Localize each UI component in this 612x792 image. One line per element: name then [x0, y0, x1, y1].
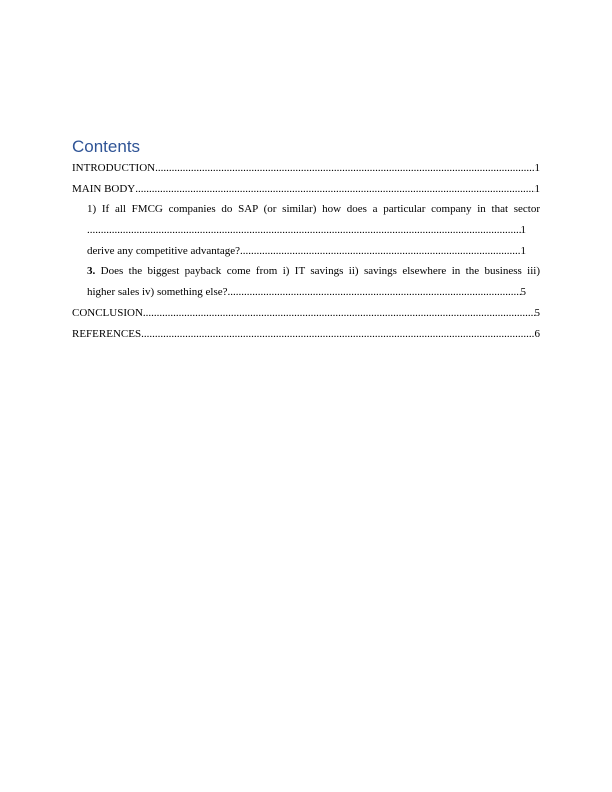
toc-entry-page: 5	[534, 306, 540, 319]
toc-entry-conclusion[interactable]	[72, 303, 540, 324]
toc-entry-question-1-line-1[interactable]	[72, 199, 540, 220]
toc-heading: Contents	[72, 137, 141, 156]
toc-leader-dots	[87, 220, 521, 241]
toc-leader-dots	[135, 179, 534, 200]
toc-entry-number: 3.	[87, 265, 96, 278]
toc-entry-label: INTRODUCTION	[72, 162, 156, 174]
toc-leader-dots	[240, 241, 520, 262]
toc-entry-label: higher sales iv) something else?	[87, 286, 228, 299]
toc-entry-label: CONCLUSION	[72, 306, 143, 319]
toc-entry-page: 5	[520, 286, 526, 299]
toc-entry-main-body[interactable]	[72, 179, 540, 200]
toc-entry-page: 1	[534, 162, 540, 174]
toc-leader-dots	[228, 282, 521, 303]
toc-entry-label: MAIN BODY	[72, 182, 136, 195]
toc-entry-references[interactable]	[72, 324, 540, 345]
toc-entry-question-1-line-3[interactable]	[72, 241, 540, 262]
toc-entry-label: REFERENCES	[72, 327, 142, 340]
toc-entry-question-3-line-1[interactable]	[72, 261, 540, 282]
toc-entry-label: 1) If all FMCG companies do SAP (or similar) how does a particular company in that sector	[87, 203, 540, 216]
toc-entry-page: 6	[534, 327, 540, 340]
toc-entry-label: derive any competitive advantage?	[87, 244, 241, 257]
toc-leader-dots	[155, 158, 534, 179]
toc-entry-page: 1	[520, 244, 526, 257]
table-of-contents	[72, 136, 540, 344]
toc-entry-label: Does the biggest payback come from i) IT savings ii) savings elsewhere in the business iii)	[100, 265, 541, 278]
toc-entry-question-1-line-2[interactable]	[72, 220, 540, 241]
toc-leader-dots	[143, 303, 535, 324]
toc-leader-dots	[141, 324, 534, 345]
toc-entry-page: 1	[534, 182, 540, 195]
toc-entry-introduction[interactable]	[72, 158, 540, 179]
toc-entry-question-3-line-2[interactable]	[72, 282, 540, 303]
toc-entry-page: 1	[520, 224, 526, 237]
